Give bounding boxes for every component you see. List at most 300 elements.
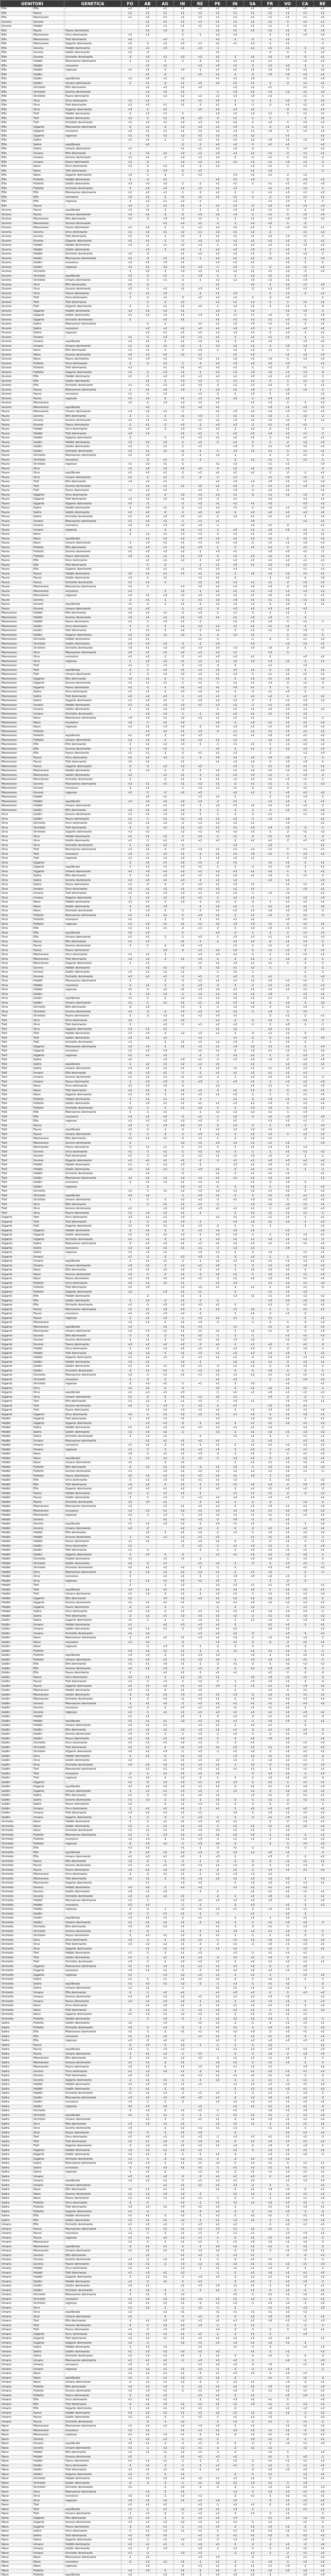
cell-modifier: +2 xyxy=(297,156,314,161)
cell-parent-2: Folletto xyxy=(32,734,64,739)
cell-modifier: +1 xyxy=(227,887,244,892)
cell-modifier xyxy=(209,1220,227,1225)
cell-genetics: Umano dominante xyxy=(64,607,121,612)
cell-modifier: -1 xyxy=(244,1316,262,1321)
cell-modifier: +1 xyxy=(297,300,314,305)
cell-parent-2: Troll xyxy=(32,673,64,677)
cell-modifier: +2 xyxy=(279,589,297,594)
cell-parent-2: Mannarone xyxy=(32,962,64,967)
cell-modifier xyxy=(121,143,139,147)
table-row xyxy=(1,1295,331,1299)
cell-parent-2: Gnomo xyxy=(32,966,64,971)
cell-modifier: -1 xyxy=(297,756,314,760)
cell-modifier: +1 xyxy=(191,1089,209,1093)
cell-modifier: +2 xyxy=(121,594,139,599)
cell-modifier: +1 xyxy=(262,174,279,178)
cell-modifier xyxy=(279,502,297,506)
cell-modifier: -1 xyxy=(279,1343,297,1347)
cell-parent-2: Nano xyxy=(32,1084,64,1089)
cell-parent-1: Gigante xyxy=(1,1281,32,1286)
cell-modifier: +3 xyxy=(174,585,191,590)
cell-modifier: +1 xyxy=(227,734,244,739)
cell-modifier: -1 xyxy=(279,638,297,642)
cell-genetics: Orchetto dominante xyxy=(64,975,121,979)
cell-modifier: +2 xyxy=(121,274,139,279)
cell-modifier: +1 xyxy=(139,690,156,695)
cell-modifier: +1 xyxy=(244,151,262,156)
cell-modifier: +2 xyxy=(139,77,156,82)
cell-modifier: +1 xyxy=(314,1316,331,1321)
cell-genetics: Orco dominante xyxy=(64,887,121,892)
cell-modifier: -1 xyxy=(314,344,331,349)
cell-modifier: +2 xyxy=(227,239,244,244)
cell-modifier: +3 xyxy=(209,647,227,651)
cell-modifier xyxy=(227,401,244,406)
cell-modifier: +1 xyxy=(191,874,209,879)
cell-modifier: +2 xyxy=(244,1255,262,1260)
cell-modifier: +3 xyxy=(209,1233,227,1238)
cell-modifier: -1 xyxy=(279,20,297,25)
cell-modifier: -1 xyxy=(191,878,209,883)
cell-modifier xyxy=(314,174,331,178)
cell-modifier: +2 xyxy=(156,743,174,748)
cell-modifier: +3 xyxy=(227,922,244,927)
cell-modifier: +1 xyxy=(139,384,156,388)
cell-modifier: -1 xyxy=(297,866,314,870)
cell-modifier: +2 xyxy=(262,546,279,550)
table-row xyxy=(1,195,331,200)
cell-modifier: +1 xyxy=(209,694,227,699)
cell-modifier: +3 xyxy=(314,878,331,883)
cell-modifier xyxy=(209,1325,227,1330)
cell-modifier: +1 xyxy=(156,476,174,480)
cell-modifier: +1 xyxy=(209,1045,227,1049)
cell-modifier: +2 xyxy=(174,966,191,971)
cell-modifier: +1 xyxy=(121,813,139,818)
cell-modifier: +2 xyxy=(262,366,279,371)
cell-modifier: +2 xyxy=(297,743,314,748)
cell-modifier: +2 xyxy=(191,585,209,590)
cell-modifier: +1 xyxy=(191,922,209,927)
cell-parent-2: Gigante xyxy=(32,130,64,134)
cell-genetics: equilibrato xyxy=(64,1194,121,1198)
cell-parent-1: Mannarone xyxy=(1,668,32,673)
cell-modifier: +3 xyxy=(209,1238,227,1242)
cell-modifier: +1 xyxy=(279,353,297,358)
table-row xyxy=(1,476,331,480)
cell-modifier: +1 xyxy=(121,1054,139,1058)
cell-modifier: -1 xyxy=(279,1255,297,1260)
cell-parent-1: Fauno xyxy=(1,541,32,546)
cell-modifier: -2 xyxy=(244,1264,262,1268)
cell-modifier: +2 xyxy=(262,239,279,244)
cell-parent-1: Mannarone xyxy=(1,782,32,787)
cell-parent-1: Gnomo xyxy=(1,314,32,318)
cell-modifier: +2 xyxy=(174,896,191,901)
cell-modifier: +2 xyxy=(279,419,297,423)
cell-modifier: +2 xyxy=(227,1014,244,1019)
cell-modifier: +2 xyxy=(156,668,174,673)
cell-genetics: Goblin dominante xyxy=(64,445,121,450)
cell-modifier: +2 xyxy=(174,717,191,721)
cell-modifier: +1 xyxy=(191,428,209,432)
cell-modifier: -1 xyxy=(297,331,314,336)
cell-modifier: +1 xyxy=(244,857,262,861)
cell-modifier: -1 xyxy=(279,222,297,226)
cell-modifier xyxy=(191,1172,209,1177)
cell-modifier: -1 xyxy=(121,826,139,831)
cell-modifier: +1 xyxy=(297,121,314,126)
cell-genetics: Hobbit dominante xyxy=(64,901,121,905)
cell-modifier: +1 xyxy=(279,33,297,38)
cell-modifier: -2 xyxy=(227,577,244,581)
cell-parent-2: Folletto xyxy=(32,178,64,182)
cell-modifier: +3 xyxy=(174,533,191,537)
cell-modifier: +2 xyxy=(191,791,209,795)
cell-modifier: +2 xyxy=(209,143,227,147)
cell-parent-1: Orco xyxy=(1,927,32,931)
cell-genetics: - xyxy=(64,730,121,734)
cell-modifier xyxy=(121,323,139,327)
cell-modifier: -1 xyxy=(314,563,331,568)
cell-modifier: +1 xyxy=(139,887,156,892)
cell-modifier: +1 xyxy=(314,603,331,607)
cell-modifier: +2 xyxy=(209,1167,227,1172)
cell-modifier: -1 xyxy=(209,546,227,550)
cell-modifier: +2 xyxy=(297,769,314,774)
cell-modifier: +2 xyxy=(174,1198,191,1203)
cell-modifier: +2 xyxy=(297,791,314,795)
cell-modifier: -2 xyxy=(297,1312,314,1317)
cell-modifier: +2 xyxy=(191,46,209,51)
cell-modifier xyxy=(174,489,191,494)
cell-parent-1: Gnomo xyxy=(1,401,32,406)
cell-modifier: -1 xyxy=(314,1067,331,1072)
cell-modifier: -2 xyxy=(279,997,297,1002)
cell-genetics: Troll dominante xyxy=(64,957,121,962)
table-row xyxy=(1,581,331,585)
cell-parent-1: Gigante xyxy=(1,1220,32,1225)
cell-parent-2: Elfo xyxy=(32,936,64,940)
cell-modifier: -1 xyxy=(174,33,191,38)
cell-modifier: +1 xyxy=(244,655,262,660)
cell-modifier: +2 xyxy=(156,659,174,664)
table-row xyxy=(1,90,331,95)
cell-parent-1: Gnomo xyxy=(1,252,32,257)
table-row xyxy=(1,292,331,296)
cell-modifier: +2 xyxy=(191,116,209,121)
cell-modifier: +2 xyxy=(244,721,262,725)
cell-modifier: -1 xyxy=(139,375,156,380)
cell-parent-2: Hobbit xyxy=(32,800,64,804)
cell-modifier xyxy=(121,379,139,384)
table-row xyxy=(1,1071,331,1076)
cell-modifier: +1 xyxy=(139,1308,156,1312)
cell-modifier: +2 xyxy=(244,1351,262,1356)
cell-modifier xyxy=(121,1295,139,1299)
cell-modifier: -1 xyxy=(191,773,209,778)
cell-genetics: Gigante dominante xyxy=(64,568,121,572)
cell-genetics: ingresso xyxy=(64,1185,121,1190)
cell-modifier: -1 xyxy=(174,1132,191,1137)
cell-modifier: +1 xyxy=(314,1251,331,1256)
cell-modifier: +2 xyxy=(279,1281,297,1286)
cell-modifier: +1 xyxy=(227,388,244,393)
cell-modifier: +2 xyxy=(279,1049,297,1054)
cell-modifier: +2 xyxy=(139,498,156,502)
cell-parent-1: Orco xyxy=(1,831,32,835)
cell-modifier: +1 xyxy=(209,1132,227,1137)
cell-modifier: +1 xyxy=(174,616,191,620)
cell-genetics: Troll dominante xyxy=(64,1023,121,1028)
cell-modifier: +2 xyxy=(209,690,227,695)
cell-parent-2: Orco xyxy=(32,292,64,296)
cell-modifier: +1 xyxy=(314,1062,331,1067)
cell-modifier: +2 xyxy=(121,1268,139,1273)
cell-modifier: +2 xyxy=(279,577,297,581)
cell-modifier xyxy=(297,134,314,139)
cell-modifier xyxy=(279,519,297,524)
cell-modifier: +2 xyxy=(191,125,209,130)
cell-parent-1: Gnomo xyxy=(1,388,32,393)
cell-modifier: +2 xyxy=(156,292,174,296)
cell-modifier: +3 xyxy=(227,1001,244,1006)
cell-modifier: +2 xyxy=(227,1260,244,1264)
cell-modifier: +1 xyxy=(121,69,139,73)
cell-modifier: +1 xyxy=(279,1334,297,1338)
cell-genetics: Hobbit dominante xyxy=(64,835,121,839)
cell-parent-1: Gnomo xyxy=(1,349,32,353)
cell-modifier: +1 xyxy=(279,1242,297,1247)
cell-modifier: +1 xyxy=(297,1080,314,1084)
cell-modifier: +2 xyxy=(227,160,244,165)
cell-modifier: +1 xyxy=(297,901,314,905)
cell-modifier: +1 xyxy=(139,1093,156,1098)
cell-parent-1: Gigante xyxy=(1,1238,32,1242)
cell-parent-1: Mannarone xyxy=(1,673,32,677)
cell-modifier: -1 xyxy=(174,274,191,279)
cell-modifier: +2 xyxy=(174,524,191,529)
cell-modifier: +1 xyxy=(297,174,314,178)
cell-modifier: -1 xyxy=(262,1080,279,1084)
cell-modifier: -2 xyxy=(156,944,174,949)
cell-genetics: recessivo xyxy=(64,458,121,463)
cell-modifier: +2 xyxy=(139,901,156,905)
table-row xyxy=(1,642,331,647)
cell-modifier: +1 xyxy=(314,331,331,336)
cell-modifier: +1 xyxy=(156,471,174,476)
table-row xyxy=(1,725,331,730)
cell-modifier: +1 xyxy=(314,410,331,415)
cell-modifier: +2 xyxy=(156,375,174,380)
cell-modifier: -1 xyxy=(244,984,262,988)
cell-modifier xyxy=(297,651,314,655)
cell-modifier: -2 xyxy=(191,1054,209,1058)
cell-modifier: +1 xyxy=(139,1365,156,1369)
cell-modifier: +2 xyxy=(191,1286,209,1291)
cell-genetics: ingresso xyxy=(64,1120,121,1124)
cell-genetics: ingresso xyxy=(64,265,121,270)
cell-modifier xyxy=(244,738,262,743)
cell-modifier: +2 xyxy=(297,1255,314,1260)
table-row xyxy=(1,1006,331,1010)
cell-modifier: +1 xyxy=(279,1238,297,1242)
cell-modifier: +2 xyxy=(139,1089,156,1093)
cell-parent-2: Satiro xyxy=(32,883,64,888)
cell-modifier: -1 xyxy=(227,629,244,634)
cell-modifier: +1 xyxy=(262,690,279,695)
cell-modifier: +2 xyxy=(191,1225,209,1229)
cell-modifier: +2 xyxy=(244,730,262,734)
cell-parent-2: Satiro xyxy=(32,1251,64,1256)
cell-modifier xyxy=(174,108,191,112)
cell-modifier: -2 xyxy=(279,1347,297,1352)
cell-modifier: +1 xyxy=(191,11,209,16)
cell-modifier: +2 xyxy=(227,738,244,743)
cell-modifier: +3 xyxy=(209,1141,227,1146)
cell-modifier: +2 xyxy=(314,1150,331,1155)
cell-modifier: +2 xyxy=(121,1273,139,1277)
cell-modifier: +2 xyxy=(314,178,331,182)
cell-modifier: -1 xyxy=(227,927,244,931)
cell-modifier: -1 xyxy=(121,668,139,673)
cell-modifier: +1 xyxy=(297,458,314,463)
cell-modifier: +1 xyxy=(121,1137,139,1142)
cell-modifier: -1 xyxy=(262,99,279,104)
cell-modifier: -1 xyxy=(262,686,279,690)
cell-modifier: -2 xyxy=(279,647,297,651)
cell-genetics: Umano dominante xyxy=(64,81,121,86)
cell-modifier: -2 xyxy=(297,1181,314,1185)
cell-modifier: +1 xyxy=(314,248,331,252)
cell-modifier xyxy=(262,887,279,892)
cell-genetics: Gnomo dominante xyxy=(64,813,121,818)
cell-modifier: +3 xyxy=(244,77,262,82)
cell-modifier: -2 xyxy=(191,603,209,607)
cell-modifier: -1 xyxy=(297,659,314,664)
cell-parent-2: Orchetto xyxy=(32,1198,64,1203)
cell-modifier: +1 xyxy=(262,423,279,428)
cell-parent-1: Elfo xyxy=(1,69,32,73)
cell-modifier: -1 xyxy=(314,366,331,371)
cell-genetics: Goblin dominante xyxy=(64,577,121,581)
cell-parent-1: Troll xyxy=(1,1058,32,1063)
cell-genetics: Elfo dominante xyxy=(64,1137,121,1142)
cell-modifier: +2 xyxy=(314,419,331,423)
table-row xyxy=(1,918,331,923)
cell-parent-1: Gigante xyxy=(1,1365,32,1369)
table-row xyxy=(1,804,331,809)
cell-parent-1: Elfo xyxy=(1,156,32,161)
cell-modifier: -1 xyxy=(227,1334,244,1338)
cell-modifier: +1 xyxy=(139,1233,156,1238)
cell-modifier: -1 xyxy=(227,1268,244,1273)
cell-modifier: -1 xyxy=(227,217,244,222)
cell-modifier: +1 xyxy=(121,581,139,585)
cell-parent-2: Elfo xyxy=(32,379,64,384)
cell-modifier: +2 xyxy=(262,340,279,345)
cell-modifier: -2 xyxy=(279,629,297,634)
table-row xyxy=(1,1146,331,1150)
cell-modifier: -2 xyxy=(244,64,262,69)
cell-modifier: +1 xyxy=(262,270,279,275)
cell-modifier: +1 xyxy=(121,913,139,918)
cell-modifier: +1 xyxy=(227,1273,244,1277)
cell-modifier: +1 xyxy=(314,738,331,743)
cell-modifier: +1 xyxy=(191,1041,209,1045)
cell-modifier: -1 xyxy=(314,261,331,266)
cell-modifier: +1 xyxy=(262,673,279,677)
cell-modifier: +2 xyxy=(297,1146,314,1150)
cell-modifier: +1 xyxy=(156,1202,174,1207)
cell-modifier: +2 xyxy=(139,463,156,467)
cell-modifier: +3 xyxy=(156,756,174,760)
cell-modifier: +2 xyxy=(174,629,191,634)
cell-modifier: +2 xyxy=(227,997,244,1002)
cell-modifier: +1 xyxy=(191,528,209,533)
cell-parent-2: Hobbit xyxy=(32,69,64,73)
cell-modifier: +2 xyxy=(139,769,156,774)
cell-parent-1: Mannarone xyxy=(1,703,32,708)
cell-modifier: -1 xyxy=(121,984,139,988)
cell-modifier: +2 xyxy=(262,222,279,226)
cell-modifier: +1 xyxy=(244,1295,262,1299)
cell-modifier: +1 xyxy=(209,677,227,682)
table-row xyxy=(1,261,331,266)
cell-modifier: +2 xyxy=(244,537,262,541)
cell-modifier: +2 xyxy=(209,603,227,607)
cell-modifier: -1 xyxy=(191,388,209,393)
cell-modifier: +2 xyxy=(121,725,139,730)
cell-modifier: +3 xyxy=(262,1010,279,1014)
cell-modifier: +1 xyxy=(297,620,314,625)
cell-modifier: +1 xyxy=(244,358,262,362)
cell-modifier: -1 xyxy=(297,1268,314,1273)
table-row xyxy=(1,169,331,174)
cell-parent-2: Satiro xyxy=(32,506,64,511)
cell-modifier: +2 xyxy=(279,261,297,266)
cell-genetics: Orco dominante xyxy=(64,624,121,629)
cell-modifier: +1 xyxy=(139,554,156,559)
cell-modifier: +1 xyxy=(121,927,139,931)
cell-modifier: -1 xyxy=(297,800,314,804)
cell-modifier: +2 xyxy=(174,156,191,161)
cell-modifier: -1 xyxy=(279,449,297,454)
cell-modifier: +2 xyxy=(297,804,314,809)
cell-modifier xyxy=(244,51,262,56)
cell-modifier: +2 xyxy=(244,112,262,117)
cell-parent-1: Gnomo xyxy=(1,353,32,358)
cell-modifier: -1 xyxy=(314,633,331,638)
cell-modifier: +1 xyxy=(244,957,262,962)
cell-modifier: -1 xyxy=(209,1347,227,1352)
table-row xyxy=(1,1032,331,1037)
cell-parent-2: Fauno xyxy=(32,204,64,209)
cell-modifier: -1 xyxy=(314,349,331,353)
cell-genetics: Troll dominante xyxy=(64,629,121,634)
cell-modifier: +1 xyxy=(156,362,174,366)
table-row xyxy=(1,99,331,104)
cell-modifier: +1 xyxy=(227,296,244,301)
cell-modifier: -1 xyxy=(139,445,156,450)
cell-parent-2: Goblin xyxy=(32,1001,64,1006)
cell-modifier: +1 xyxy=(191,515,209,520)
cell-modifier: +1 xyxy=(244,997,262,1002)
cell-modifier: -1 xyxy=(314,309,331,314)
cell-modifier: +2 xyxy=(139,1351,156,1356)
cell-modifier: +1 xyxy=(244,130,262,134)
cell-modifier: +1 xyxy=(262,458,279,463)
